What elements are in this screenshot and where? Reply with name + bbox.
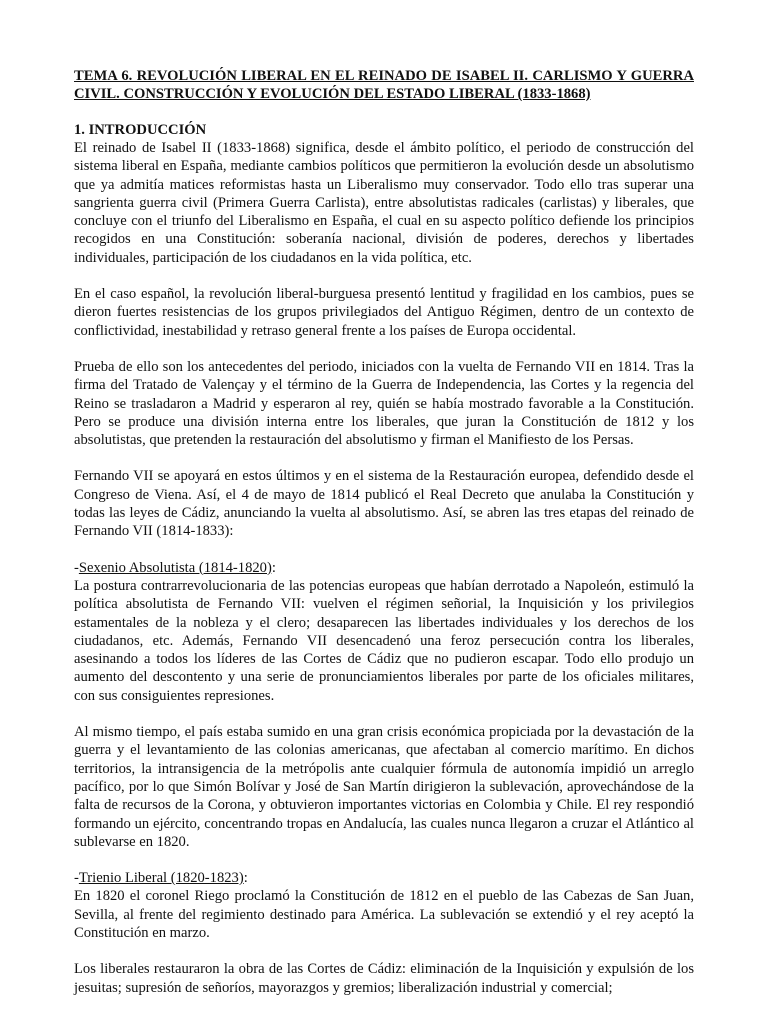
paragraph-sexenio-1: La postura contrarrevolucionaria de las potencias europeas que habían derrotado a Napoleón, estimuló la política absolutista de Fernando VII: vuelven el régimen señorial, la Inquisición y los privilegios estamentales de la nobleza y el clero; desaparecen las libertades individuales y los derechos de los ciudadanos, etc. Además, Fernando VII desencadenó una feroz persecución contra los liberales, asesinando a todos los líderes de las Cortes de Cádiz que no pudieron escapar. Todo ello produjo un aumento del descontento y una serie de pronunciamientos liberales por parte de los oficiales militares, con sus consiguientes represiones.	[74, 577, 694, 704]
section-heading-introduccion: 1. INTRODUCCIÓN	[74, 122, 207, 138]
paragraph-trienio-1: En 1820 el coronel Riego proclamó la Constitución de 1812 en el pueblo de las Cabezas de San Juan, Sevilla, al frente del regimiento destinado para América. La sublevación se extendió y el rey aceptó la Constitución en marzo.	[74, 888, 694, 941]
paragraph-intro-3: Prueba de ello son los antecedentes del periodo, iniciados con la vuelta de Fernando VII en 1814. Tras la firma del Tratado de Valençay y el término de la Guerra de Independencia, las Cortes y la regencia del Reino se trasladaron a Madrid y esperaron al rey, quién se había mostrado favorable a la Constitución. Pero se produce una división interna entre los liberales, que juran la Constitución de 1812 y los absolutistas, que pretenden la restauración del absolutismo y firman el Manifiesto de los Persas.	[74, 358, 694, 449]
subheading-sexenio	[74, 559, 694, 577]
subheading-suffix: :	[271, 559, 276, 576]
document-title: TEMA 6. REVOLUCIÓN LIBERAL EN EL REINADO DE ISABEL II. CARLISMO Y GUERRA CIVIL. CONSTRUCCIÓN Y EVOLUCIÓN DEL ESTADO LIBERAL (1833-1868)	[74, 68, 694, 102]
subheading-suffix: :	[243, 870, 248, 887]
subheading-trienio	[74, 869, 694, 887]
paragraph-intro-2: En el caso español, la revolución liberal-burguesa presentó lentitud y fragilidad en los cambios, pues se dieron fuertes resistencias de los grupos privilegiados del Antiguo Régimen, dentro de un contexto de conflictividad, inestabilidad y retraso general frente a los países de Europa occidental.	[74, 286, 694, 339]
subheading-prefix: -	[74, 870, 79, 887]
paragraph-intro-4: Fernando VII se apoyará en estos últimos y en el sistema de la Restauración europea, defendido desde el Congreso de Viena. Así, el 4 de mayo de 1814 publicó el Real Decreto que anulaba la Constitución y todas las leyes de Cádiz, anunciando la vuelta al absolutismo. Así, se abren las tres etapas del reinado de Fernando VII (1814-1833):	[74, 468, 694, 540]
subheading-sexenio-title: Sexenio Absolutista (1814-1820)	[78, 559, 272, 576]
subheading-trienio-title: Trienio Liberal (1820-1823)	[78, 870, 244, 887]
document-page	[74, 67, 694, 1015]
paragraph-trienio-2: Los liberales restauraron la obra de las Cortes de Cádiz: eliminación de la Inquisición y expulsión de los jesuitas; supresión de señoríos, mayorazgos y gremios; liberalización industrial y comercial;	[74, 961, 694, 996]
paragraph-intro-1: El reinado de Isabel II (1833-1868) significa, desde el ámbito político, el periodo de construcción del sistema liberal en España, mediante cambios políticos que permitieron la evolución desde un absolutismo que ya admitía matices reformistas hasta un Liberalismo muy conservador. Todo ello tras superar una sangrienta guerra civil (Primera Guerra Carlista), entre absolutistas radicales (carlistas) y liberales, que concluye con el triunfo del Liberalismo en España, el cual en su aspecto político defiende los principios recogidos en una Constitución: soberanía nacional, división de poderes, derechos y libertades individuales, participación de los ciudadanos en la vida política, etc.	[74, 140, 694, 266]
paragraph-sexenio-2: Al mismo tiempo, el país estaba sumido en una gran crisis económica propiciada por la devastación de la guerra y el levantamiento de las colonias americanas, que afectaban al comercio marítimo. En dichos territorios, la intransigencia de la metrópolis ante cualquier fórmula de autonomía impidió un arreglo pacífico, por lo que Simón Bolívar y José de San Martín dirigieron la sublevación, aprovechándose de la falta de recursos de la Corona, y obtuvieron importantes victorias en Colombia y Chile. El rey respondió formando un ejército, concentrando tropas en Andalucía, las cuales nunca llegaron a cruzar el Atlántico al sublevarse en 1820.	[74, 724, 694, 850]
subheading-prefix: -	[74, 559, 79, 576]
